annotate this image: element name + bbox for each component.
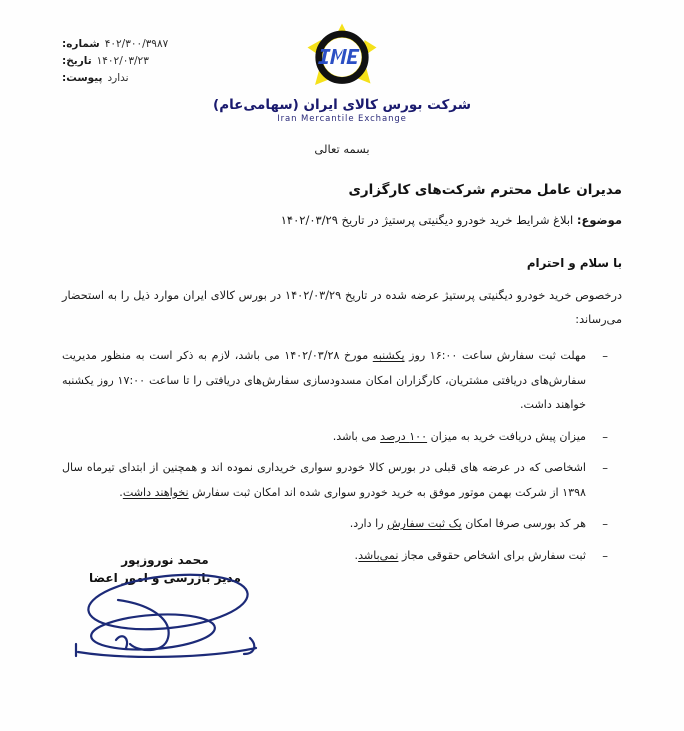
point-prepayment-seg-1-underlined: ۱۰۰ درصد bbox=[380, 429, 428, 443]
organization-name-fa: شرکت بورس کالای ایران (سهامی‌عام) bbox=[213, 97, 471, 113]
point-legal-entities-seg-2: . bbox=[354, 548, 359, 562]
intro-paragraph: درخصوص خرید خودرو دیگنیتی پرستیژ عرضه شده در تاریخ ۱۴۰۲/۰۳/۲۹ در بورس کالای ایران موارد ذیل را به استحضار می‌رساند: bbox=[62, 289, 623, 326]
meta-label-number: شماره: bbox=[62, 38, 100, 50]
point-prior-buyers-seg-0: اشخاصی که در عرضه های قبلی در بورس کالا خودرو سواری خریداری نموده اند و همچنین از ابتدای تیرماه سال ۱۳۹۸ از شرکت بهمن موتور موفق به خرید خودرو سواری شده اند امکان ثبت سفارش bbox=[62, 461, 586, 499]
point-one-order-per-code bbox=[62, 512, 608, 537]
point-one-order-per-code-seg-0: هر کد بورسی صرفا امکان bbox=[461, 517, 586, 530]
point-legal-entities-seg-1-underlined: نمی‌باشد bbox=[358, 548, 399, 562]
point-one-order-per-code-seg-1-underlined: یک ثبت سفارش bbox=[387, 517, 462, 530]
meta-value-number: ۴۰۲/۳۰۰/۳۹۸۷ bbox=[104, 38, 169, 50]
salutation-line: با سلام و احترام bbox=[526, 256, 622, 270]
point-order-deadline bbox=[62, 344, 608, 418]
point-prior-buyers-seg-1-underlined: نخواهند داشت bbox=[122, 485, 189, 499]
organization-name-en: Iran Mercantile Exchange bbox=[277, 114, 407, 124]
point-prepayment bbox=[62, 425, 608, 450]
meta-value-date: ۱۴۰۲/۰۳/۲۳ bbox=[96, 55, 149, 67]
point-prepayment-seg-0: میزان پیش دریافت خرید به میزان bbox=[427, 429, 586, 443]
point-prior-buyers bbox=[62, 456, 608, 505]
subject-text: ابلاغ شرایط خرید خودرو دیگنیتی پرستیژ در تاریخ ۱۴۰۲/۰۳/۲۹ bbox=[280, 213, 574, 227]
subject-label: موضوع: bbox=[576, 213, 622, 227]
letter-body bbox=[62, 180, 622, 575]
signatory-role: مدیر بازرسی و امور اعضا bbox=[89, 571, 241, 585]
meta-label-date: تاریخ: bbox=[62, 55, 92, 67]
conditions-list bbox=[62, 344, 622, 568]
signatory-name: محمد نوروزپور bbox=[121, 553, 209, 567]
subject-line bbox=[62, 211, 622, 230]
point-order-deadline-seg-2: مورخ ۱۴۰۲/۰۳/۲۸ می باشد، لازم به ذکر است به منظور مدیریت سفارش‌های دریافتی مشتریان، کارگزاران امکان مسدودسازی سفارش‌های دریافتی را تا ساعت ۱۷:۰۰ روز یکشنبه خواهند داشت. bbox=[62, 349, 586, 411]
point-one-order-per-code-seg-2: را دارد. bbox=[349, 517, 388, 530]
signature-block bbox=[0, 552, 330, 587]
point-order-deadline-seg-1-underlined: یکشنبه bbox=[372, 349, 405, 362]
point-prior-buyers-seg-2: . bbox=[119, 485, 123, 499]
organization-logo-block bbox=[0, 22, 684, 124]
point-order-deadline-seg-0: مهلت ثبت سفارش ساعت ۱۶:۰۰ روز bbox=[404, 349, 587, 362]
point-prepayment-seg-2: می باشد. bbox=[332, 429, 381, 443]
ime-logo-icon bbox=[304, 22, 380, 94]
basmala-text: بسمه تعالی bbox=[314, 142, 370, 156]
meta-value-attachment: ندارد bbox=[107, 72, 129, 84]
point-legal-entities-seg-0: ثبت سفارش برای اشخاص حقوقی مجاز bbox=[398, 548, 586, 562]
addressee-line: مدیران عامل محترم شرکت‌های کارگزاری bbox=[348, 182, 622, 198]
meta-label-attachment: پیوست: bbox=[62, 72, 103, 84]
